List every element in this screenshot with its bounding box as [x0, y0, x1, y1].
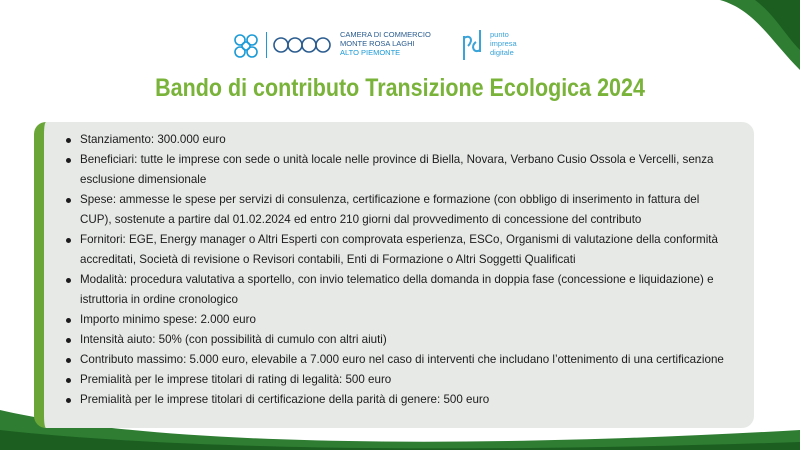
list-item-beneficiari: Beneficiari: tutte le imprese con sede o unità locale nelle province di Biella, Novara, Verbano Cusio Ossola e Vercelli, senza esclusione dimensionale: [66, 150, 734, 190]
list-item-modalita: Modalità: procedura valutativa a sportello, con invio telematico della domanda in doppia fase (concessione e liquidazione) e istruttoria in ordine cronologico: [66, 270, 734, 310]
camera-commercio-rings-logo-icon: [272, 32, 334, 58]
pid-line3: digitale: [490, 48, 514, 57]
punto-impresa-digitale-name: [490, 30, 550, 57]
cc-name-line1: CAMERA DI COMMERCIO: [340, 30, 431, 39]
list-item-spese: Spese: ammesse le spese per servizi di consulenza, certificazione e formazione (con obbligo di inserimento in fattura del CUP), sostenute a partire dal 01.02.2024 ed entro 210 giorni dal provvedimento di concessione del contributo: [66, 190, 734, 230]
cc-name-line3: ALTO PIEMONTE: [340, 48, 401, 57]
list-item-stanziamento: Stanziamento: 300.000 euro: [66, 130, 734, 150]
punto-impresa-digitale-logo-icon: [458, 26, 488, 64]
pid-line1: punto: [490, 30, 509, 39]
list-item-premialita-parita: Premialità per le imprese titolari di certificazione della parità di genere: 500 euro: [66, 390, 734, 410]
header-logos: [0, 26, 800, 66]
list-item-importo-minimo: Importo minimo spese: 2.000 euro: [66, 310, 734, 330]
pid-line2: impresa: [490, 39, 517, 48]
logo-divider: [266, 32, 267, 58]
list-item-premialita-legalita: Premialità per le imprese titolari di rating di legalità: 500 euro: [66, 370, 734, 390]
info-card: [34, 122, 754, 428]
list-item-intensita: Intensità aiuto: 50% (con possibilità di cumulo con altri aiuti): [66, 330, 734, 350]
camera-commercio-flower-logo-icon: [230, 30, 262, 62]
list-item-fornitori: Fornitori: EGE, Energy manager o Altri Esperti con comprovata esperienza, ESCo, Organismi di valutazione della conformità accreditati, Società di revisione o Revisori contabili, Enti di Formazione o Altri Soggetti Qualificati: [66, 230, 734, 270]
page-title: Bando di contributo Transizione Ecologica 2024: [155, 74, 645, 102]
info-list: [66, 130, 734, 410]
camera-commercio-name: [340, 30, 450, 57]
cc-name-line2: MONTE ROSA LAGHI: [340, 39, 415, 48]
list-item-contributo-massimo: Contributo massimo: 5.000 euro, elevabile a 7.000 euro nel caso di interventi che includano l’ottenimento di una certificazione: [66, 350, 734, 370]
